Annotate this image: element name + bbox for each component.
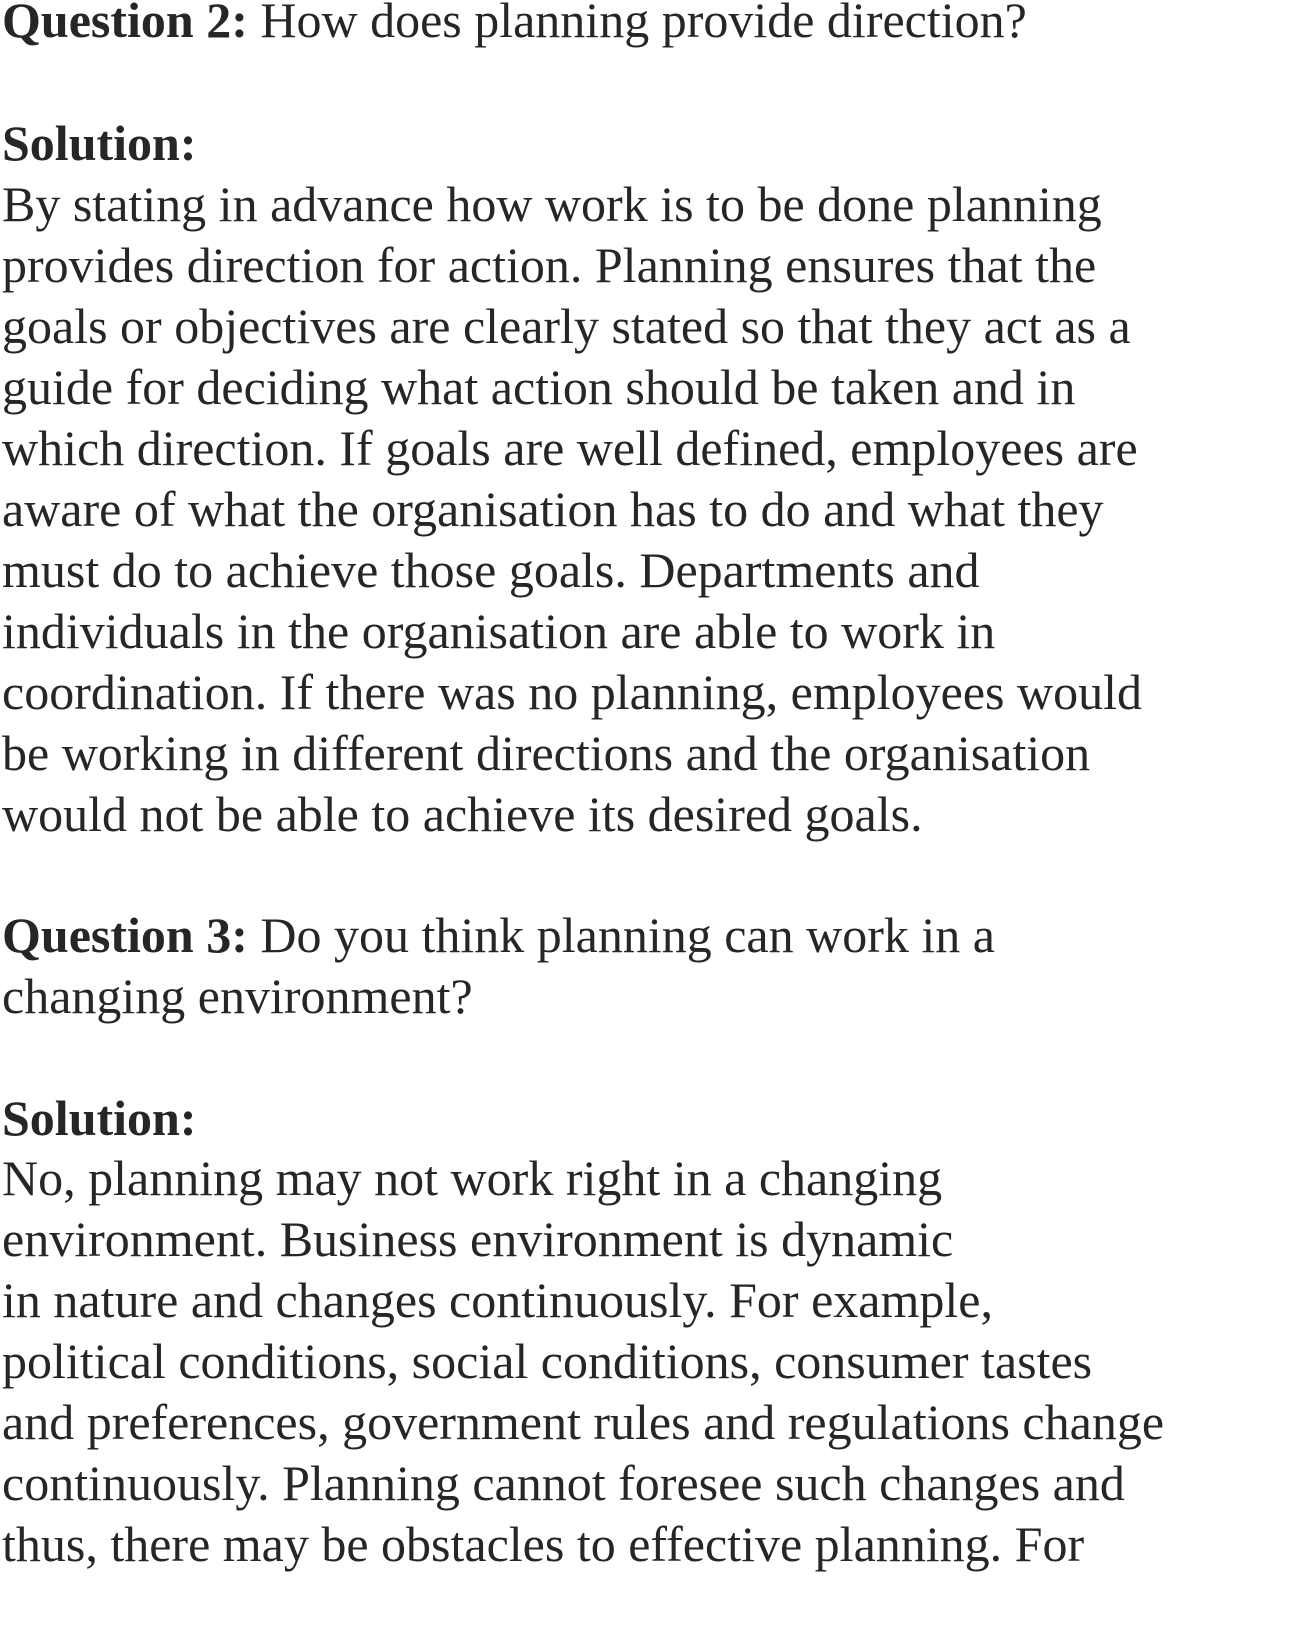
solution-2-line: coordination. If there was no planning, employees would — [2, 664, 1142, 720]
question-2-heading — [2, 0, 1027, 52]
question-3-text-continued: changing environment? — [2, 968, 473, 1024]
question-3-heading — [2, 903, 995, 967]
question-3-label: Question 3: — [2, 907, 248, 963]
solution-2-line: guide for deciding what action should be taken and in — [2, 359, 1076, 415]
question-2-text: How does planning provide direction? — [247, 0, 1027, 48]
solution-2-line: provides direction for action. Planning ensures that the — [2, 237, 1097, 293]
question-2-label: Question 2: — [2, 0, 248, 48]
solution-2-line: which direction. If goals are well defined, employees are — [2, 420, 1138, 476]
solution-3-line: political conditions, social conditions, consumer tastes — [2, 1333, 1093, 1389]
solution-2-line: be working in different directions and the organisation — [2, 725, 1091, 781]
solution-2-line: individuals in the organisation are able to work in — [2, 603, 996, 659]
question-3-text: Do you think planning can work in a — [247, 907, 995, 963]
solution-2-line: would not be able to achieve its desired goals. — [2, 786, 923, 842]
solution-3-label: Solution: — [2, 1090, 197, 1146]
solution-2-line: goals or objectives are clearly stated so that they act as a — [2, 298, 1131, 354]
solution-3-line: environment. Business environment is dynamic — [2, 1211, 954, 1267]
solution-2-line: must do to achieve those goals. Departments and — [2, 542, 980, 598]
solution-3-line: in nature and changes continuously. For example, — [2, 1272, 993, 1328]
solution-3-line: thus, there may be obstacles to effective planning. For — [2, 1516, 1085, 1572]
solution-3-line: No, planning may not work right in a changing — [2, 1150, 943, 1206]
solution-2-line: By stating in advance how work is to be done planning — [2, 176, 1102, 232]
solution-2-line: aware of what the organisation has to do and what they — [2, 481, 1104, 537]
solution-3-line: and preferences, government rules and regulations change — [2, 1394, 1165, 1450]
solution-2-label: Solution: — [2, 115, 197, 171]
solution-3-line: continuously. Planning cannot foresee such changes and — [2, 1455, 1125, 1511]
